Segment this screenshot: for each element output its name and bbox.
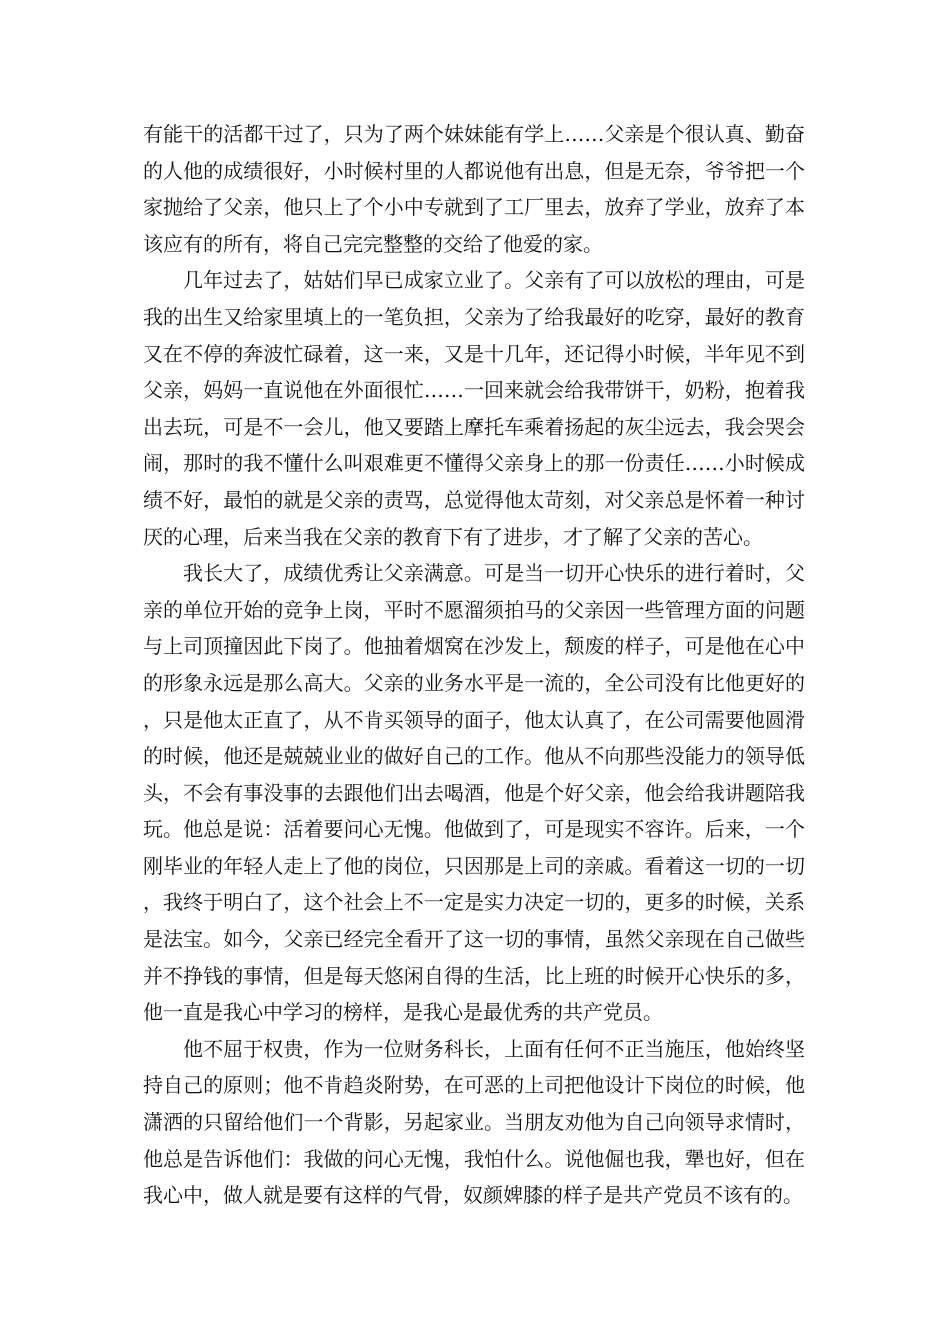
paragraph-2: 几年过去了，姑姑们早已成家立业了。父亲有了可以放松的理由，可是我的出生又给家里填上的一笔负担，父亲为了给我最好的吃穿，最好的教育又在不停的奔波忙碌着，这一来，又是十几年，还记得小时候，半年见不到父亲，妈妈一直说他在外面很忙……一回来就会给我带饼干，奶粉，抱着我出去玩，可是不一会儿，他又要踏上摩托车乘着扬起的灰尘远去，我会哭会闹，那时的我不懂什么叫艰难更不懂得父亲身上的那一份责任……小时候成绩不好，最怕的就是父亲的责骂，总觉得他太苛刻，对父亲总是怀着一种讨厌的心理，后来当我在父亲的教育下有了进步，才了解了父亲的苦心。 <box>143 268 805 549</box>
paragraph-1: 有能干的活都干过了，只为了两个妹妹能有学上……父亲是个很认真、勤奋的人他的成绩很好，小时候村里的人都说他有出息，但是无奈，爷爷把一个家抛给了父亲，他只上了个小中专就到了工厂里去，放弃了学业，放弃了本该应有的所有，将自己完完整整的交给了他爱的家。 <box>143 122 805 256</box>
paragraph-3: 我长大了，成绩优秀让父亲满意。可是当一切开心快乐的进行着时，父亲的单位开始的竞争上岗，平时不愿溜须拍马的父亲因一些管理方面的问题与上司顶撞因此下岗了。他抽着烟窝在沙发上，颓废的样子，可是他在心中的形象永远是那么高大。父亲的业务水平是一流的，全公司没有比他更好的，只是他太正直了，从不肯买领导的面子，他太认真了，在公司需要他圆滑的时候，他还是兢兢业业的做好自己的工作。他从不向那些没能力的领导低头，不会有事没事的去跟他们出去喝酒，他是个好父亲，他会给我讲题陪我玩。他总是说：活着要问心无愧。他做到了，可是现实不容许。后来，一个刚毕业的年轻人走上了他的岗位，只因那是上司的亲戚。看着这一切的一切，我终于明白了，这个社会上不一定是实力决定一切的，更多的时候，关系是法宝。如今，父亲已经完全看开了这一切的事情，虽然父亲现在自己做些并不挣钱的事情，但是每天悠闲自得的生活，比上班的时候开心快乐的多，他一直是我心中学习的榜样，是我心是最优秀的共产党员。 <box>143 561 805 1025</box>
paragraph-4: 他不屈于权贵，作为一位财务科长，上面有任何不正当施压，他始终坚持自己的原则；他不肯趋炎附势，在可恶的上司把他设计下岗位的时候，他潇洒的只留给他们一个背影，另起家业。当朋友劝他为自己向领导求情时，他总是告诉他们：我做的问心无愧，我怕什么。说他倔也我，犟也好，但在我心中，做人就是要有这样的气骨，奴颜婢膝的样子是共产党员不该有的。 <box>143 1036 805 1208</box>
document-body <box>143 116 805 1214</box>
